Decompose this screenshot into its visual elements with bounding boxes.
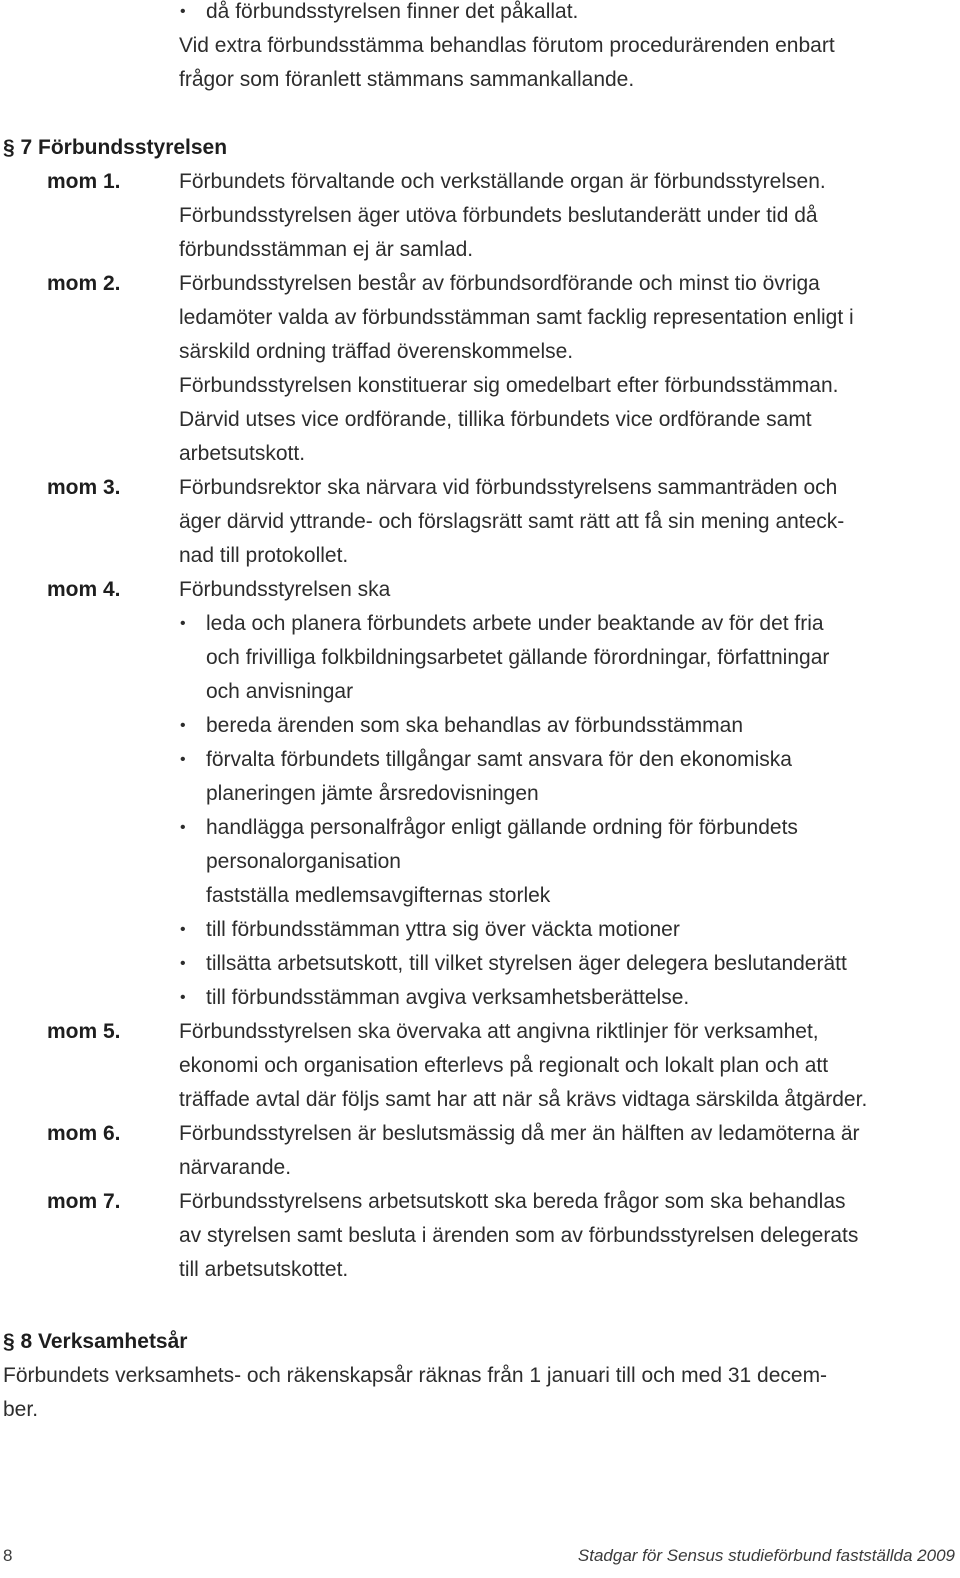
text-line: ber. <box>3 1398 39 1421</box>
text-line: Vid extra förbundsstämma behandlas förutom procedurärenden enbart <box>179 34 835 57</box>
text-line: Förbundsstyrelsen är beslutsmässig då mer än hälften av ledamöterna är <box>179 1122 860 1145</box>
text-line: särskild ordning träffad överenskommelse. <box>179 340 574 363</box>
mom-label-2: mom 2. <box>47 272 121 295</box>
text-line: till arbetsutskottet. <box>179 1258 349 1281</box>
bullet-icon: • <box>180 717 186 734</box>
section-heading-7: § 7 Förbundsstyrelsen <box>3 136 228 159</box>
bullet-text: förvalta förbundets tillgångar samt ansvara för den ekonomiska <box>206 748 792 771</box>
bullet-icon: • <box>180 921 186 938</box>
text-line: av styrelsen samt besluta i ärenden som av förbundsstyrelsen delegerats <box>179 1224 859 1247</box>
text-line: Förbundsstyrelsen äger utöva förbundets beslutanderätt under tid då <box>179 204 818 227</box>
bullet-icon: • <box>180 989 186 1006</box>
bullet-text: planeringen jämte årsredovisningen <box>206 782 539 805</box>
text-line: frågor som föranlett stämmans sammankallande. <box>179 68 635 91</box>
bullet-icon: • <box>180 615 186 632</box>
bullet-text: då förbundsstyrelsen finner det påkallat. <box>206 0 579 23</box>
text-line: äger därvid yttrande- och förslagsrätt samt rätt att få sin mening anteck- <box>179 510 845 533</box>
text-line: Förbundsrektor ska närvara vid förbundsstyrelsens sammanträden och <box>179 476 838 499</box>
text-line: träffade avtal där följs samt har att när så krävs vidtaga särskilda åtgärder. <box>179 1088 868 1111</box>
bullet-text: handlägga personalfrågor enligt gällande ordning för förbundets <box>206 816 798 839</box>
bullet-text: fastställa medlemsavgifternas storlek <box>206 884 551 907</box>
text-line: Därvid utses vice ordförande, tillika förbundets vice ordförande samt <box>179 408 812 431</box>
text-line: Förbundsstyrelsen ska övervaka att angivna riktlinjer för verksamhet, <box>179 1020 819 1043</box>
footer-doc-title: Stadgar för Sensus studieförbund fastställda 2009 <box>577 1546 955 1565</box>
text-line: ledamöter valda av förbundsstämman samt facklig representation enligt i <box>179 306 854 329</box>
bullet-icon: • <box>180 955 186 972</box>
bullet-icon: • <box>180 819 186 836</box>
text-line: nad till protokollet. <box>179 544 349 567</box>
bullet-text: till förbundsstämman avgiva verksamhetsberättelse. <box>206 986 690 1009</box>
text-line: Förbundsstyrelsens arbetsutskott ska bereda frågor som ska behandlas <box>179 1190 846 1213</box>
page-number: 8 <box>3 1546 13 1565</box>
text-line: Förbundsstyrelsen ska <box>179 578 391 601</box>
mom-label-7: mom 7. <box>47 1190 121 1213</box>
bullet-text: och frivilliga folkbildningsarbetet gällande förordningar, författningar <box>206 646 830 669</box>
bullet-text: tillsätta arbetsutskott, till vilket styrelsen äger delegera beslutanderätt <box>206 952 847 975</box>
text-line: Förbundets förvaltande och verkställande organ är förbundsstyrelsen. <box>179 170 826 193</box>
mom-label-1: mom 1. <box>47 170 121 193</box>
mom-label-5: mom 5. <box>47 1020 121 1043</box>
bullet-text: bereda ärenden som ska behandlas av förbundsstämman <box>206 714 743 737</box>
text-line: Förbundsstyrelsen konstituerar sig omedelbart efter förbundsstämman. <box>179 374 839 397</box>
bullet-text: och anvisningar <box>206 680 354 703</box>
bullet-icon: • <box>180 751 186 768</box>
text-line: ekonomi och organisation efterlevs på regionalt och lokalt plan och att <box>179 1054 829 1077</box>
text-line: Förbundsstyrelsen består av förbundsordförande och minst tio övriga <box>179 272 820 295</box>
mom-label-4: mom 4. <box>47 578 121 601</box>
bullet-icon: • <box>180 3 186 20</box>
mom-label-6: mom 6. <box>47 1122 121 1145</box>
section-heading-8: § 8 Verksamhetsår <box>3 1330 188 1353</box>
bullet-text: personalorganisation <box>206 850 401 873</box>
text-line: Förbundets verksamhets- och räkenskapsår räknas från 1 januari till och med 31 decem- <box>3 1364 828 1387</box>
mom-label-3: mom 3. <box>47 476 121 499</box>
text-line: närvarande. <box>179 1156 292 1179</box>
text-line: förbundsstämman ej är samlad. <box>179 238 474 261</box>
bullet-text: till förbundsstämman yttra sig över väckta motioner <box>206 918 680 941</box>
bullet-text: leda och planera förbundets arbete under beaktande av för det fria <box>206 612 824 635</box>
text-line: arbetsutskott. <box>179 442 306 465</box>
